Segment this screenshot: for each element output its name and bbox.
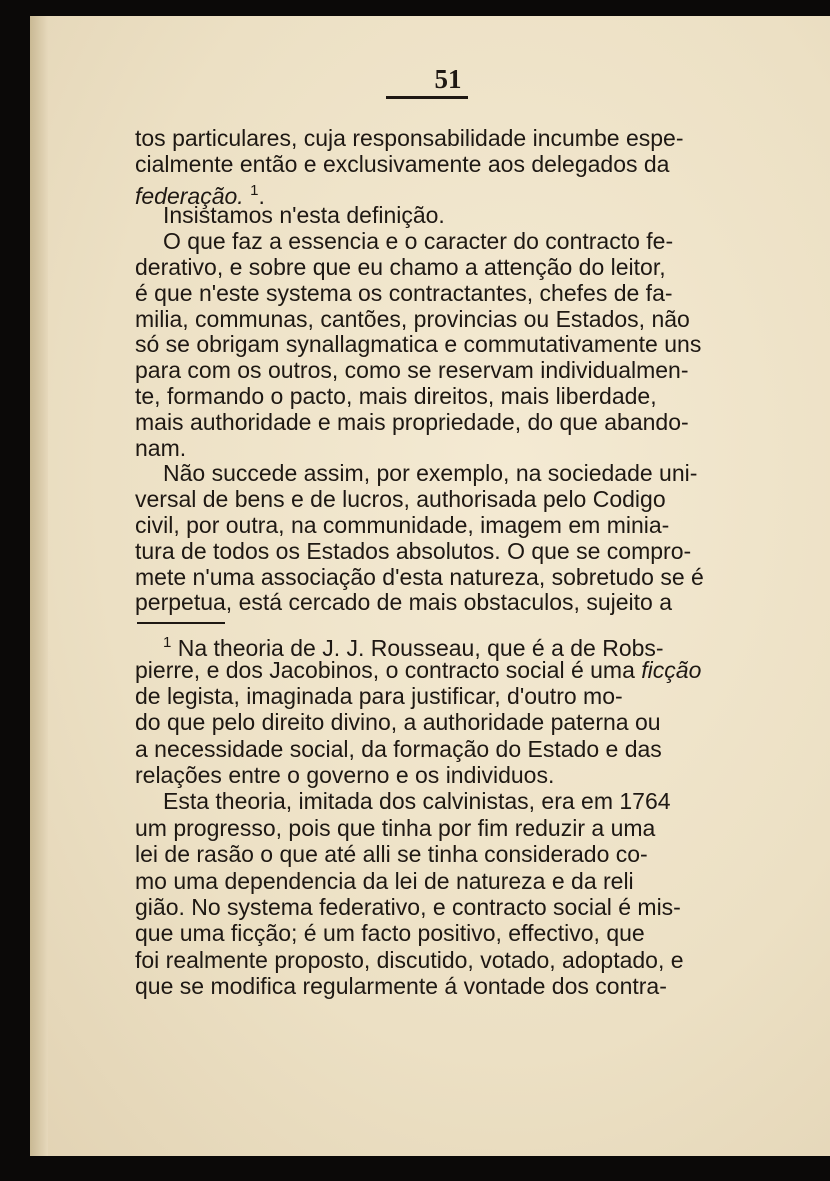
footnote-line: a necessidade social, da formação do Estado e das bbox=[135, 735, 662, 762]
footnote bbox=[135, 630, 759, 999]
footnote-rule bbox=[135, 616, 759, 630]
text-line: milia, communas, cantões, provincias ou Estados, não bbox=[135, 305, 690, 332]
text-line: Insistamos n'esta definição. bbox=[163, 202, 445, 229]
footnote-line: que se modifica regularmente á vontade dos contra- bbox=[135, 973, 667, 1000]
footnote-line: foi realmente proposto, discutido, votado, adoptado, e bbox=[135, 946, 684, 973]
text-line: tos particulares, cuja responsabilidade incumbe espe- bbox=[135, 125, 684, 151]
footnote-line: $^1$ Na theoria de J. J. Rousseau, que é a de Robs- bbox=[163, 634, 664, 662]
text-line: mete n'uma associação d'esta natureza, sobretudo se é bbox=[135, 563, 704, 590]
text-line: federação. $^1$. bbox=[135, 181, 265, 209]
footnote-line: Esta theoria, imitada dos calvinistas, era em 1764 bbox=[163, 788, 671, 815]
footnote-line: gião. No systema federativo, e contracto social é mis- bbox=[135, 894, 681, 921]
footnote-reference: 1 bbox=[250, 181, 259, 199]
text-line: mais authoridade e mais propriedade, do que abando- bbox=[135, 408, 689, 435]
text-line: cialmente então e exclusivamente aos delegados da bbox=[135, 150, 670, 177]
book-page bbox=[30, 16, 830, 1156]
text-line: só se obrigam synallagmatica e commutativamente uns bbox=[135, 331, 702, 358]
text-line: tura de todos os Estados absolutos. O que se compro- bbox=[135, 537, 692, 564]
footnote-line: mo uma dependencia da lei de natureza e da reli bbox=[135, 867, 634, 894]
text-line: civil, por outra, na communidade, imagem em minia- bbox=[135, 511, 670, 538]
text-line: Não succede assim, por exemplo, na sociedade uni- bbox=[163, 460, 698, 487]
body-text bbox=[135, 126, 759, 1000]
footnote-marker: 1 bbox=[163, 634, 172, 652]
text-line: versal de bens e de lucros, authorisada pelo Codigo bbox=[135, 486, 666, 513]
text-line: derativo, e sobre que eu chamo a attenção do leitor, bbox=[135, 253, 666, 280]
text-line: te, formando o pacto, mais direitos, mais liberdade, bbox=[135, 382, 657, 409]
text-line: O que faz a essencia e o caracter do contracto fe- bbox=[163, 228, 674, 255]
page-number: 51 bbox=[434, 64, 462, 94]
page-gutter bbox=[30, 16, 48, 1156]
footnote-line: lei de rasão o que até alli se tinha considerado co- bbox=[135, 841, 648, 868]
text-line: perpetua, está cercado de mais obstaculos, sujeito a bbox=[135, 589, 672, 616]
text-line: é que n'este systema os contractantes, chefes de fa- bbox=[135, 279, 673, 306]
footnote-line: um progresso, pois que tinha por fim reduzir a uma bbox=[135, 814, 656, 841]
header-rule bbox=[386, 96, 468, 99]
footnote-line: do que pelo direito divino, a authoridade paterna ou bbox=[135, 709, 661, 736]
footnote-line: que uma ficção; é um facto positivo, effectivo, que bbox=[135, 920, 645, 947]
text-line: para com os outros, como se reservam individualmen- bbox=[135, 357, 689, 384]
footnote-line: de legista, imaginada para justificar, d'outro mo- bbox=[135, 682, 623, 709]
footnote-line: relações entre o governo e os individuos. bbox=[135, 762, 555, 789]
text-line: nam. bbox=[135, 434, 187, 461]
footnote-line: pierre, e dos Jacobinos, o contracto social é uma ficção bbox=[135, 656, 702, 683]
